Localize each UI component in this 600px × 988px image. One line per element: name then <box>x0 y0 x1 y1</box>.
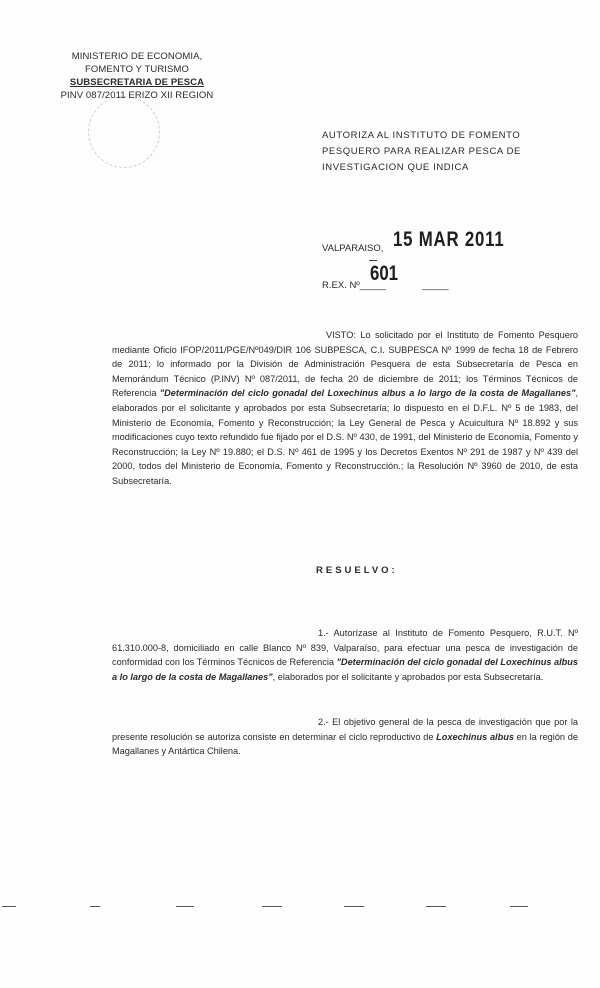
place-label: VALPARAISO, <box>322 243 384 254</box>
article-1 <box>112 626 578 684</box>
visto-tail: , elaborados por el solicitante y aprobados por esta Subsecretaría; lo dispuesto en el D.F.L. Nº 5 de 1983, del Ministerio de Economía, Fomento y Reconstrucción; la Ley General de Pesca y Acuicultura Nº 18.892 y sus modificaciones cuyo texto refundido fue fijado por el D.S. Nº 430, de 1991, del Ministerio de Economía, Fomento y Reconstrucción; la Ley Nº 19.880; el D.S. Nº 461 de 1995 y los Decretos Exentos Nº 291 de 1987 y Nº 439 del 2000, todos del Ministerio de Economía, Fomento y Reconstrucción.; la Resolución Nº 3960 de 2010, de esta Subsecretaría. <box>112 388 578 486</box>
resolution-exenta-line <box>322 280 449 291</box>
resuelvo-heading: RESUELVO: <box>316 565 398 576</box>
resolution-number: 601 <box>370 262 399 285</box>
subsecretaria-line: SUBSECRETARIA DE PESCA <box>69 77 205 88</box>
scan-mark <box>344 906 364 907</box>
ministry-line: MINISTERIO DE ECONOMIA, <box>71 51 203 62</box>
footer-scan-marks <box>0 906 600 912</box>
scan-mark <box>2 906 16 907</box>
resolution-subject: AUTORIZA AL INSTITUTO DE FOMENTO PESQUERO PARA REALIZAR PESCA DE INVESTIGACION QUE INDICA <box>322 130 521 173</box>
rex-blank-after: _____ <box>422 280 449 291</box>
article-1-lead: 1.- Autorízase al Instituto de Fomento Pesquero, R.U.T. Nº 61.310.000-8, domiciliado en calle Blanco Nº 839, Valparaíso, para efectuar una pesca de investigación de conformidad con los Términos Técnicos de Referencia <box>112 628 578 668</box>
ministry-line-2: FOMENTO Y TURISMO <box>85 64 189 75</box>
scan-mark <box>90 906 100 907</box>
article-1-tail: , elaborados por el solicitante y aprobados por esta Subsecretaría. <box>272 671 544 682</box>
scan-mark <box>176 906 194 907</box>
rex-label: R.EX. Nº <box>322 280 360 291</box>
article-2-tail: en la región de Magallanes y Antártica Chilena. <box>112 731 578 757</box>
visto-reference-title: "Determinación del ciclo gonadal del Loxechinus albus a lo largo de la costa de Magallanes" <box>159 388 576 399</box>
article-1-reference-title: "Determinación del ciclo gonadal del Loxechinus albus a lo largo de la costa de Magallanes" <box>112 657 579 682</box>
visto-paragraph <box>112 328 578 489</box>
file-reference: PINV 087/2011 ERIZO XII REGION <box>60 90 214 101</box>
article-2-lead: 2.- El objetivo general de la pesca de investigación que por la presente resolución se autoriza consiste en determinar el ciclo reproductivo de <box>112 717 578 742</box>
scan-mark <box>426 906 446 907</box>
faded-seal-stamp <box>88 96 160 168</box>
article-2-species: Loxechinus albus <box>436 731 514 742</box>
rex-blank-before: _____ <box>359 280 387 291</box>
issuer-header <box>52 50 222 102</box>
scan-mark <box>262 906 282 907</box>
dash-mark <box>369 260 377 261</box>
stamped-date: 15 MAR 2011 <box>393 228 505 251</box>
visto-lead: VISTO: Lo solicitado por el Instituto de Fomento Pesquero mediante Oficio IFOP/2011/PGE/Nº049/DIR 106 SUBPESCA, C.I. SUBPESCA Nº 1999 de fecha 18 de Febrero de 2011; lo informado por la División de Administración Pesquera de esta Subsecretaría de Pesca en Memorándum Técnico (P.INV) Nº 087/2011, de fecha 20 de diciembre de 2011; los Términos Técnicos de Referencia <box>112 330 578 399</box>
article-2 <box>112 715 578 759</box>
scan-mark <box>510 906 528 907</box>
